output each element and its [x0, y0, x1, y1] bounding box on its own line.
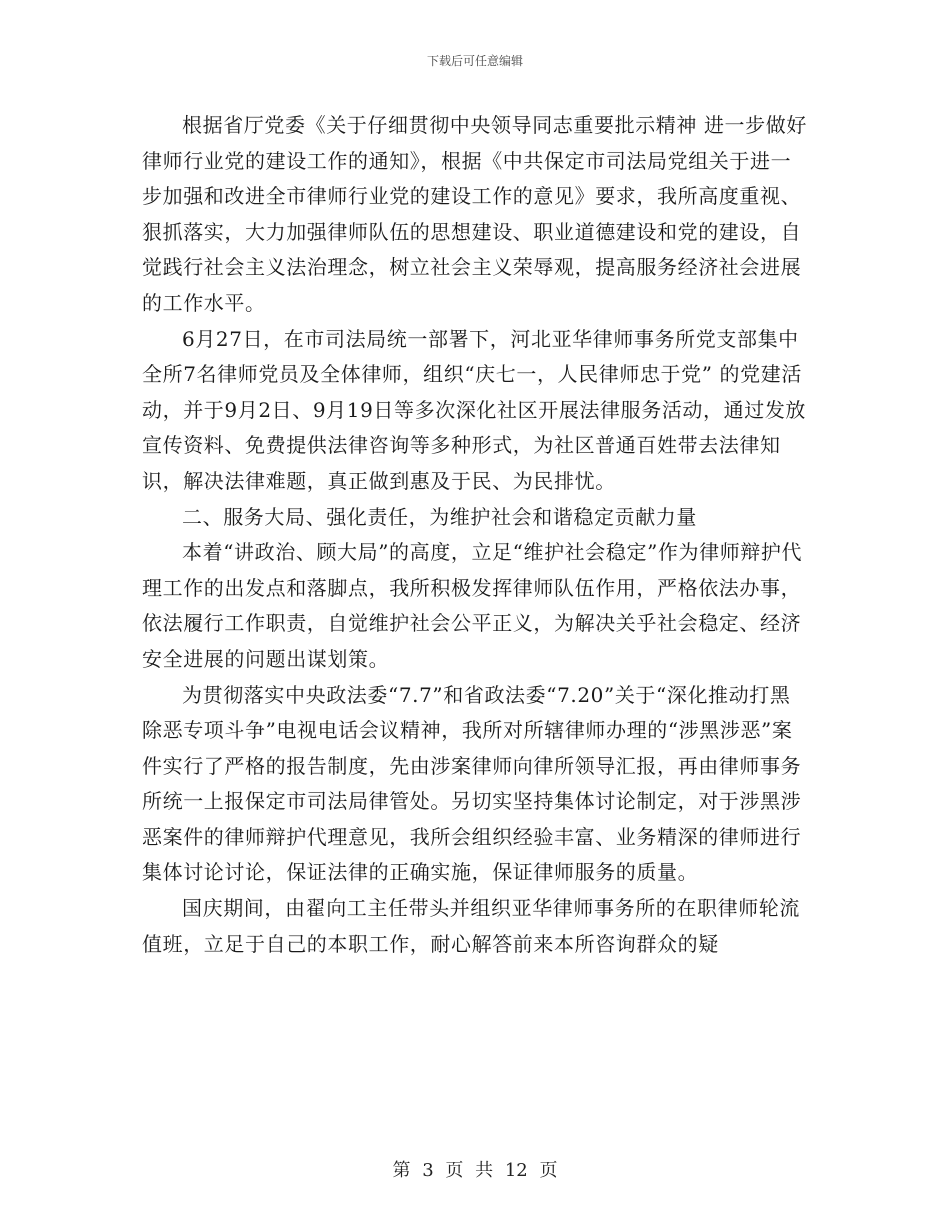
paragraph-party-building-notice: 根据省厅党委《关于仔细贯彻中央领导同志重要批示精神 进一步做好律师行业党的建设工作的通知》，根据《中共保定市司法局党组关于进一步加强和改进全市律师行业党的建设工作的意见》要求，我所高度重视、狠抓落实，大力加强律师队伍的思想建设、职业道德建设和党的建设，自觉践行社会主义法治理念，树立社会主义荣辱观，提高服务经济社会进展的工作水平。 — [142, 113, 807, 315]
document-body — [142, 108, 808, 962]
paragraph-july-activity: 6月27日，在市司法局统一部署下，河北亚华律师事务所党支部集中全所7名律师党员及全体律师，组织“庆七一，人民律师忠于党” 的党建活动，并于9月2日、9月19日等多次深化社区开展法律服务活动，通过发放宣传资料、免费提供法律咨询等多种形式，为社区普通百姓带去法律知识，解决法律难题，真正做到惠及于民、为民排忧。 — [142, 326, 807, 493]
page-header: 下载后可任意编辑 — [426, 54, 523, 68]
paragraph-anti-crime-campaign: 为贯彻落实中央政法委“7.7”和省政法委“7.20”关于“深化推动打黑除恶专项斗争”电视电话会议精神，我所对所辖律师办理的“涉黑涉恶”案件实行了严格的报告制度，先由涉案律师向律所领导汇报，再由律师事务所统一上报保定市司法局律管处。另切实坚持集体讨论制定，对于涉黑涉恶案件的律师辩护代理意见，我所会组织经验丰富、业务精深的律师进行集体讨论讨论，保证法律的正确实施，保证律师服务的质量。 — [142, 682, 802, 885]
page-footer: 第 3 页 共 12 页 — [392, 1160, 558, 1181]
paragraph-national-day-duty: 国庆期间，由翟向工主任带头并组织亚华律师事务所的在职律师轮流值班，立足于自己的本职工作，耐心解答前来本所咨询群众的疑 — [142, 896, 800, 956]
section-heading-serve-overall: 二、服务大局、强化责任，为维护社会和谐稳定贡献力量 — [182, 504, 697, 529]
paragraph-social-stability: 本着“讲政治、顾大局”的高度，立足“维护社会稳定”作为律师辩护代理工作的出发点和落脚点，我所积极发挥律师队伍作用，严格依法办事，依法履行工作职责，自觉维护社会公平正义，为解决关乎社会稳定、经济安全进展的问题出谋划策。 — [142, 540, 803, 671]
